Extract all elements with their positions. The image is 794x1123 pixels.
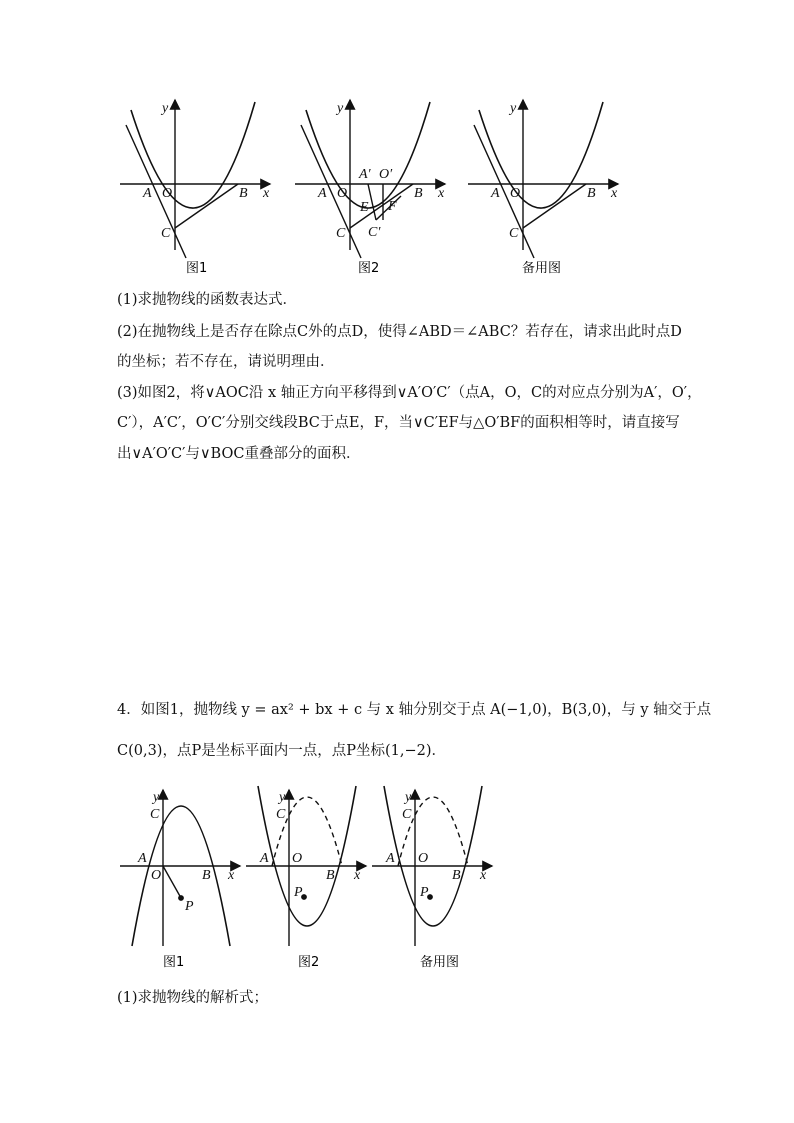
svg-text:O: O xyxy=(151,868,162,883)
svg-text:C: C xyxy=(336,226,346,241)
svg-text:P: P xyxy=(185,899,194,914)
figure-top-2 xyxy=(295,100,445,258)
svg-text:C: C xyxy=(276,807,286,822)
q4-part1: (1)求抛物线的解析式； xyxy=(117,990,269,1006)
figure-bottom-2 xyxy=(246,786,366,946)
svg-text:O: O xyxy=(162,186,173,201)
svg-text:y: y xyxy=(337,101,344,116)
svg-text:x: x xyxy=(611,186,618,201)
svg-text:y: y xyxy=(162,101,169,116)
figure-bottom-spare xyxy=(372,786,492,946)
svg-text:C: C xyxy=(402,807,412,822)
q4-line1: 4．如图1，抛物线 y = ax² + bx + c 与 x 轴分别交于点 A(−1,0)，B(3,0)，与 y 轴交于点 xyxy=(117,702,712,718)
svg-text:C′: C′ xyxy=(368,225,381,240)
q3-part2-line1: (2)在抛物线上是否存在除点C外的点D，使得∠ABD＝∠ABC？若存在，请求出此时点D xyxy=(117,324,682,340)
svg-text:y: y xyxy=(405,790,412,805)
svg-text:B: B xyxy=(414,186,423,201)
svg-text:x: x xyxy=(480,868,487,883)
figure-top-spare xyxy=(468,100,618,258)
svg-text:O: O xyxy=(510,186,521,201)
svg-text:y: y xyxy=(279,790,286,805)
q4-line2: C(0,3)，点P是坐标平面内一点，点P坐标(1,−2)． xyxy=(117,743,447,759)
svg-text:A: A xyxy=(138,851,147,866)
svg-text:P: P xyxy=(294,885,303,900)
svg-text:C: C xyxy=(150,807,160,822)
svg-text:B: B xyxy=(326,868,335,883)
caption-bottom-2: 图2 xyxy=(298,955,320,970)
figure-top-1 xyxy=(120,100,270,258)
q3-part2-line2: 的坐标；若不存在，请说明理由． xyxy=(117,354,335,370)
q3-part3-line2: C′），A′C′，O′C′分别交线段BC于点E，F，当∨C′EF与△O′BF的面积相等时，请直接写 xyxy=(117,415,680,431)
figure-bottom-1 xyxy=(120,790,240,946)
q3-part3-line1: (3)如图2，将∨AOC沿 x 轴正方向平移得到∨A′O′C′（点A，O，C的对应点分别为A′，O′， xyxy=(117,385,702,401)
svg-text:O: O xyxy=(337,186,348,201)
caption-bottom-1: 图1 xyxy=(163,955,185,970)
svg-text:x: x xyxy=(263,186,270,201)
svg-text:x: x xyxy=(438,186,445,201)
caption-top-1: 图1 xyxy=(186,261,208,276)
q3-part3-line3: 出∨A′O′C′与∨BOC重叠部分的面积． xyxy=(117,446,361,462)
svg-text:A: A xyxy=(491,186,500,201)
svg-text:B: B xyxy=(587,186,596,201)
svg-text:B: B xyxy=(202,868,211,883)
q3-part1: (1)求抛物线的函数表达式． xyxy=(117,292,298,308)
svg-text:y: y xyxy=(153,790,160,805)
svg-text:B: B xyxy=(239,186,248,201)
svg-text:O: O xyxy=(418,851,429,866)
caption-top-2: 图2 xyxy=(358,261,380,276)
svg-text:P: P xyxy=(420,885,429,900)
svg-text:C: C xyxy=(161,226,171,241)
svg-text:y: y xyxy=(510,101,517,116)
svg-text:E: E xyxy=(360,200,369,215)
caption-top-spare: 备用图 xyxy=(522,261,562,276)
svg-text:C: C xyxy=(509,226,519,241)
svg-text:A: A xyxy=(143,186,152,201)
svg-text:F: F xyxy=(388,199,397,214)
svg-text:x: x xyxy=(354,868,361,883)
svg-text:A′: A′ xyxy=(359,167,371,182)
svg-text:B: B xyxy=(452,868,461,883)
svg-text:A: A xyxy=(318,186,327,201)
svg-text:x: x xyxy=(228,868,235,883)
svg-text:A: A xyxy=(386,851,395,866)
svg-text:O′: O′ xyxy=(379,167,393,182)
caption-bottom-spare: 备用图 xyxy=(420,955,460,970)
svg-text:O: O xyxy=(292,851,303,866)
svg-text:A: A xyxy=(260,851,269,866)
